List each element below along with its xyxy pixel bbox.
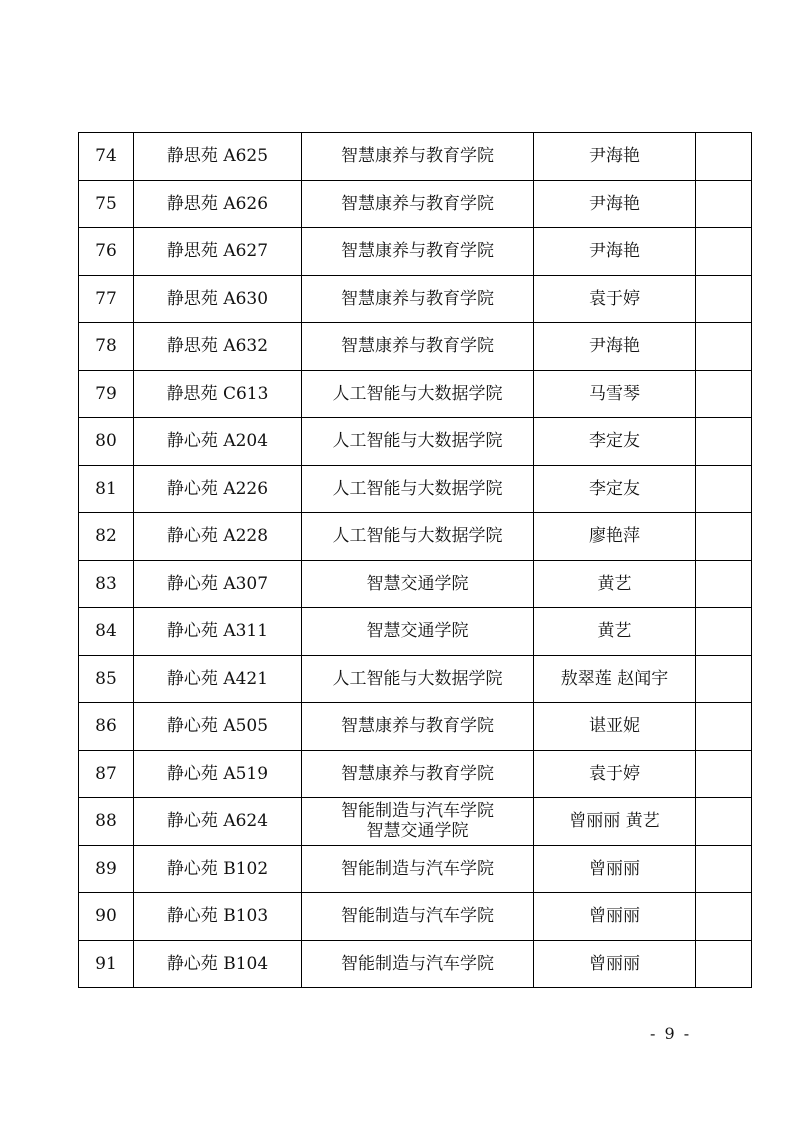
note-cell: [696, 798, 752, 846]
note-cell: [696, 180, 752, 228]
dormitory-table: [78, 132, 752, 988]
note-cell: [696, 275, 752, 323]
college-cell: [302, 275, 534, 323]
person-cell: 廖艳萍: [534, 513, 696, 561]
college-name: 智慧康养与教育学院: [341, 763, 494, 784]
college-name: 智能制造与汽车学院: [341, 800, 494, 821]
room-cell: 静心苑 B104: [134, 940, 302, 988]
row-number-cell: 77: [79, 275, 134, 323]
row-number-cell: 83: [79, 560, 134, 608]
table-row: [79, 798, 752, 846]
note-cell: [696, 513, 752, 561]
table-row: [79, 893, 752, 941]
table-row: [79, 703, 752, 751]
college-cell: [302, 798, 534, 846]
page-number: - 9 -: [650, 1024, 692, 1043]
college-name: 智慧康养与教育学院: [341, 716, 494, 737]
room-cell: 静心苑 A421: [134, 655, 302, 703]
table-row: [79, 750, 752, 798]
row-number-cell: 90: [79, 893, 134, 941]
college-cell: [302, 228, 534, 276]
person-cell: 敖翠莲 赵闻宇: [534, 655, 696, 703]
note-cell: [696, 228, 752, 276]
college-cell: [302, 323, 534, 371]
room-cell: 静心苑 B102: [134, 845, 302, 893]
person-cell: 曾丽丽: [534, 893, 696, 941]
room-cell: 静心苑 A505: [134, 703, 302, 751]
table-row: [79, 560, 752, 608]
note-cell: [696, 940, 752, 988]
row-number-cell: 81: [79, 465, 134, 513]
college-name: 智慧交通学院: [366, 573, 469, 594]
college-name: 智慧康养与教育学院: [341, 241, 494, 262]
table-row: [79, 608, 752, 656]
college-cell: [302, 940, 534, 988]
college-cell: [302, 465, 534, 513]
row-number-cell: 86: [79, 703, 134, 751]
table-row: [79, 228, 752, 276]
table-row: [79, 180, 752, 228]
table-row: [79, 845, 752, 893]
note-cell: [696, 655, 752, 703]
college-name: 人工智能与大数据学院: [332, 383, 503, 404]
room-cell: 静心苑 A307: [134, 560, 302, 608]
person-cell: 曾丽丽: [534, 940, 696, 988]
note-cell: [696, 133, 752, 181]
row-number-cell: 88: [79, 798, 134, 846]
person-cell: 袁于婷: [534, 750, 696, 798]
table-row: [79, 655, 752, 703]
note-cell: [696, 465, 752, 513]
room-cell: 静心苑 A226: [134, 465, 302, 513]
room-cell: 静心苑 B103: [134, 893, 302, 941]
row-number-cell: 80: [79, 418, 134, 466]
college-cell: [302, 655, 534, 703]
table-row: [79, 370, 752, 418]
college-name: 人工智能与大数据学院: [332, 431, 503, 452]
room-cell: 静思苑 A625: [134, 133, 302, 181]
college-cell: [302, 750, 534, 798]
note-cell: [696, 608, 752, 656]
room-cell: 静思苑 A632: [134, 323, 302, 371]
table-row: [79, 275, 752, 323]
row-number-cell: 75: [79, 180, 134, 228]
college-cell: [302, 845, 534, 893]
college-cell: [302, 893, 534, 941]
person-cell: 李定友: [534, 418, 696, 466]
row-number-cell: 91: [79, 940, 134, 988]
college-cell: [302, 513, 534, 561]
person-cell: 黄艺: [534, 560, 696, 608]
row-number-cell: 89: [79, 845, 134, 893]
room-cell: 静思苑 C613: [134, 370, 302, 418]
person-cell: 李定友: [534, 465, 696, 513]
note-cell: [696, 703, 752, 751]
room-cell: 静思苑 A630: [134, 275, 302, 323]
table-row: [79, 418, 752, 466]
room-cell: 静心苑 A228: [134, 513, 302, 561]
row-number-cell: 79: [79, 370, 134, 418]
table-row: [79, 323, 752, 371]
college-name: 智慧交通学院: [366, 621, 469, 642]
college-name: 智慧交通学院: [366, 821, 469, 842]
room-cell: 静思苑 A627: [134, 228, 302, 276]
person-cell: 尹海艳: [534, 323, 696, 371]
college-name: 智慧康养与教育学院: [341, 336, 494, 357]
college-name: 人工智能与大数据学院: [332, 668, 503, 689]
table-row: [79, 133, 752, 181]
person-cell: 尹海艳: [534, 180, 696, 228]
college-cell: [302, 703, 534, 751]
college-cell: [302, 418, 534, 466]
college-name: 人工智能与大数据学院: [332, 478, 503, 499]
table-row: [79, 465, 752, 513]
person-cell: 尹海艳: [534, 228, 696, 276]
college-name: 智慧康养与教育学院: [341, 288, 494, 309]
row-number-cell: 82: [79, 513, 134, 561]
person-cell: 黄艺: [534, 608, 696, 656]
college-cell: [302, 133, 534, 181]
person-cell: 曾丽丽 黄艺: [534, 798, 696, 846]
person-cell: 马雪琴: [534, 370, 696, 418]
row-number-cell: 74: [79, 133, 134, 181]
note-cell: [696, 750, 752, 798]
note-cell: [696, 418, 752, 466]
table-row: [79, 513, 752, 561]
row-number-cell: 85: [79, 655, 134, 703]
college-name: 智慧康养与教育学院: [341, 193, 494, 214]
person-cell: 谌亚妮: [534, 703, 696, 751]
room-cell: 静心苑 A311: [134, 608, 302, 656]
note-cell: [696, 370, 752, 418]
table-row: [79, 940, 752, 988]
row-number-cell: 84: [79, 608, 134, 656]
row-number-cell: 78: [79, 323, 134, 371]
room-cell: 静心苑 A624: [134, 798, 302, 846]
table-body: [79, 133, 752, 988]
room-cell: 静思苑 A626: [134, 180, 302, 228]
room-cell: 静心苑 A204: [134, 418, 302, 466]
note-cell: [696, 560, 752, 608]
row-number-cell: 87: [79, 750, 134, 798]
person-cell: 曾丽丽: [534, 845, 696, 893]
room-cell: 静心苑 A519: [134, 750, 302, 798]
college-name: 智能制造与汽车学院: [341, 953, 494, 974]
college-name: 智慧康养与教育学院: [341, 146, 494, 167]
row-number-cell: 76: [79, 228, 134, 276]
note-cell: [696, 845, 752, 893]
college-cell: [302, 370, 534, 418]
note-cell: [696, 893, 752, 941]
college-cell: [302, 608, 534, 656]
college-cell: [302, 180, 534, 228]
college-name: 人工智能与大数据学院: [332, 526, 503, 547]
person-cell: 尹海艳: [534, 133, 696, 181]
college-name: 智能制造与汽车学院: [341, 858, 494, 879]
person-cell: 袁于婷: [534, 275, 696, 323]
college-cell: [302, 560, 534, 608]
note-cell: [696, 323, 752, 371]
college-name: 智能制造与汽车学院: [341, 906, 494, 927]
